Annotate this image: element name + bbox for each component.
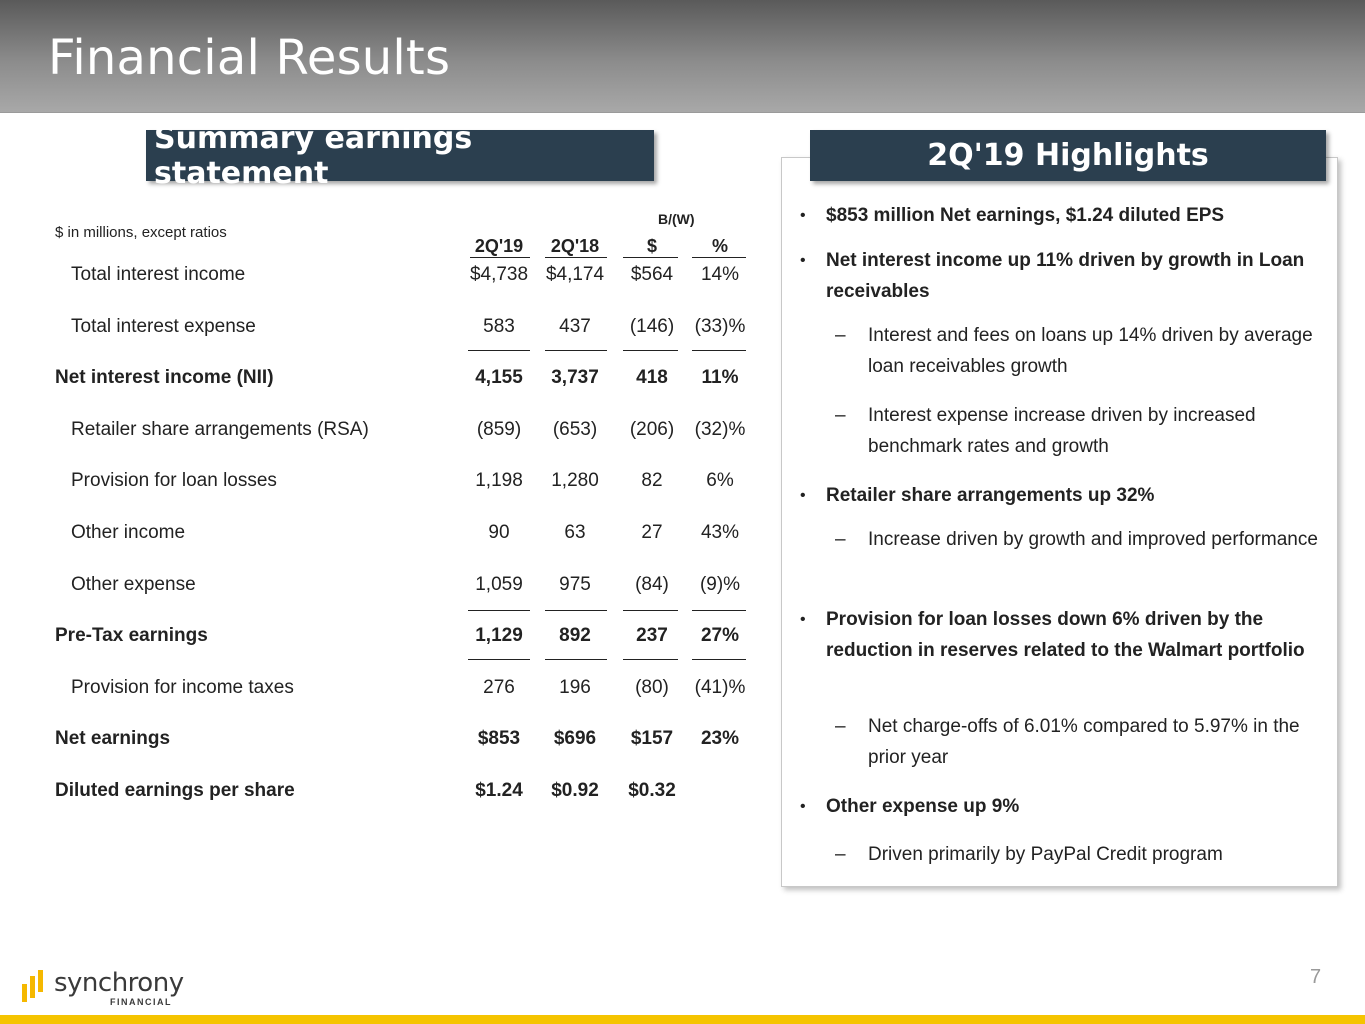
- row-label: Net interest income (NII): [55, 367, 274, 388]
- cell: 11%: [701, 367, 739, 388]
- highlight-text: Net interest income up 11% driven by growth in Loan receivables: [826, 250, 1305, 302]
- better-worse-label: B/(W): [658, 211, 695, 227]
- logo-bar-icon: [30, 976, 35, 998]
- logo-wordmark: synchrony: [54, 968, 184, 998]
- cell: (32)%: [694, 419, 746, 440]
- col-header-percent: %: [711, 236, 728, 256]
- highlight-text: Interest expense increase driven by increased benchmark rates and growth: [868, 405, 1256, 457]
- cell: $0.92: [551, 780, 599, 801]
- bullet-icon: •: [800, 798, 806, 815]
- col-header-underline: [692, 257, 746, 258]
- page-number: 7: [1310, 966, 1322, 988]
- summary-earnings-label: Summary earnings statement: [146, 130, 654, 181]
- cell: 583: [483, 316, 515, 337]
- highlight-text: Other expense up 9%: [826, 796, 1020, 817]
- row-label: Pre-Tax earnings: [55, 625, 208, 646]
- logo-subtext: FINANCIAL: [110, 997, 172, 1007]
- highlights-label: 2Q'19 Highlights: [810, 130, 1326, 181]
- subtotal-rule: [623, 659, 678, 660]
- col-header-underline: [545, 257, 607, 258]
- highlight-text: Provision for loan losses down 6% driven by the reduction in reserves related to the Walmart portfolio: [826, 609, 1305, 661]
- highlight-sub-bullet: [835, 320, 1318, 382]
- cell: 63: [564, 522, 586, 543]
- col-header-underline: [623, 257, 678, 258]
- units-note: $ in millions, except ratios: [55, 224, 227, 241]
- row-label: Provision for loan losses: [71, 470, 277, 491]
- cell: $157: [630, 728, 674, 749]
- logo-bar-icon: [22, 984, 27, 1002]
- subtotal-rule: [545, 610, 607, 611]
- dash-icon: –: [835, 716, 846, 737]
- cell: (84): [635, 574, 669, 595]
- col-header-2q19: 2Q'19: [474, 236, 524, 256]
- dash-icon: –: [835, 405, 846, 426]
- cell: 27%: [700, 625, 740, 646]
- table-row: [0, 316, 760, 340]
- highlight-text: Interest and fees on loans up 14% driven by average loan receivables growth: [868, 325, 1313, 377]
- cell: (859): [476, 419, 522, 440]
- bullet-icon: •: [800, 487, 806, 504]
- subtotal-rule: [468, 610, 530, 611]
- cell: $853: [477, 728, 521, 749]
- highlight-bullet: [800, 480, 1316, 511]
- cell: $696: [553, 728, 597, 749]
- highlight-text: Increase driven by growth and improved performance: [868, 529, 1318, 550]
- cell: (80): [635, 677, 669, 698]
- cell: (146): [629, 316, 675, 337]
- cell: $4,738: [469, 264, 529, 285]
- bullet-icon: •: [800, 252, 806, 269]
- subtotal-rule: [623, 350, 678, 351]
- cell: 90: [488, 522, 510, 543]
- dash-icon: –: [835, 844, 846, 865]
- logo-bar-icon: [38, 970, 43, 992]
- synchrony-logo: [18, 966, 198, 1008]
- cell: 276: [483, 677, 515, 698]
- row-label: Net earnings: [55, 728, 171, 749]
- table-row: [0, 574, 760, 598]
- cell: 1,129: [475, 625, 523, 646]
- row-label: Other income: [71, 522, 186, 543]
- subtotal-rule: [623, 610, 678, 611]
- cell: 975: [559, 574, 591, 595]
- dash-icon: –: [835, 325, 846, 346]
- footer-accent-bar: [0, 1015, 1365, 1024]
- subtotal-rule: [468, 659, 530, 660]
- subtotal-rule: [545, 659, 607, 660]
- row-label: Other expense: [71, 574, 196, 595]
- row-label: Total interest income: [71, 264, 246, 285]
- table-row: [0, 780, 760, 804]
- row-label: Total interest expense: [71, 316, 256, 337]
- col-header-underline: [470, 257, 530, 258]
- cell: 1,280: [551, 470, 599, 491]
- table-row: [0, 728, 760, 752]
- table-row: [0, 625, 760, 649]
- subtotal-rule: [692, 350, 746, 351]
- cell: (41)%: [694, 677, 746, 698]
- cell: 43%: [700, 522, 740, 543]
- row-label: Provision for income taxes: [71, 677, 294, 698]
- highlight-text: Net charge-offs of 6.01% compared to 5.97% in the prior year: [868, 716, 1300, 768]
- highlight-bullet: [800, 604, 1316, 666]
- cell: 1,198: [475, 470, 523, 491]
- col-header-dollar: $: [646, 236, 657, 256]
- subtotal-rule: [468, 350, 530, 351]
- cell: 14%: [700, 264, 740, 285]
- title-bar: [0, 0, 1365, 113]
- dash-icon: –: [835, 529, 846, 550]
- highlight-sub-bullet: [835, 711, 1318, 773]
- highlight-sub-bullet: [835, 524, 1318, 555]
- table-row: [0, 419, 760, 443]
- table-row: [0, 470, 760, 494]
- cell: $564: [630, 264, 674, 285]
- highlight-bullet: [800, 791, 1316, 822]
- cell: $4,174: [545, 264, 605, 285]
- highlight-text: Retailer share arrangements up 32%: [826, 485, 1155, 506]
- table-row: [0, 264, 760, 288]
- highlight-sub-bullet: [835, 839, 1318, 870]
- cell: 4,155: [475, 367, 523, 388]
- subtotal-rule: [692, 610, 746, 611]
- bullet-icon: •: [800, 207, 806, 224]
- cell: 27: [641, 522, 663, 543]
- cell: 6%: [706, 470, 734, 491]
- cell: (33)%: [694, 316, 746, 337]
- bullet-icon: •: [800, 611, 806, 628]
- table-row: [0, 677, 760, 701]
- table-row: [0, 522, 760, 546]
- cell: 418: [636, 367, 668, 388]
- cell: 1,059: [475, 574, 523, 595]
- subtotal-rule: [692, 659, 746, 660]
- cell: 196: [559, 677, 591, 698]
- cell: 82: [641, 470, 663, 491]
- col-header-2q18: 2Q'18: [550, 236, 600, 256]
- highlight-sub-bullet: [835, 400, 1318, 462]
- cell: 237: [636, 625, 668, 646]
- cell: $1.24: [475, 780, 523, 801]
- cell: 892: [559, 625, 591, 646]
- row-label: Diluted earnings per share: [55, 780, 295, 801]
- cell: (653): [552, 419, 598, 440]
- cell: 23%: [700, 728, 740, 749]
- page-title: Financial Results: [48, 30, 451, 86]
- cell: 3,737: [551, 367, 599, 388]
- cell: 437: [559, 316, 591, 337]
- highlight-bullet: [800, 200, 1316, 231]
- highlight-text: $853 million Net earnings, $1.24 diluted EPS: [826, 205, 1225, 226]
- subtotal-rule: [545, 350, 607, 351]
- highlight-bullet: [800, 245, 1316, 307]
- table-row: [0, 367, 760, 391]
- row-label: Retailer share arrangements (RSA): [71, 419, 369, 440]
- highlight-text: Driven primarily by PayPal Credit program: [868, 844, 1223, 865]
- cell: $0.32: [628, 780, 676, 801]
- cell: (9)%: [699, 574, 741, 595]
- cell: (206): [629, 419, 675, 440]
